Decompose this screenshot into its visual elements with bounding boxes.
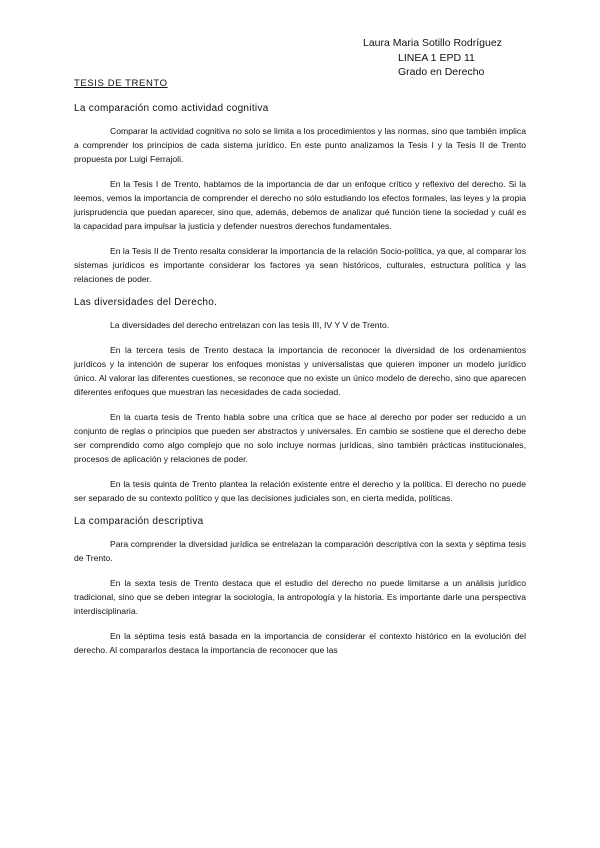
group-label: LINEA 1 EPD 11: [398, 51, 475, 64]
section-heading: La comparación como actividad cognitiva: [74, 103, 269, 114]
author-name: Laura Maria Sotillo Rodríguez: [363, 37, 502, 49]
degree-label: Grado en Derecho: [398, 66, 485, 78]
paragraph: En la séptima tesis está basada en la importancia de considerar el contexto histórico en la evolución del derecho. Al compararlos destaca la importancia de reconocer que las: [74, 631, 526, 655]
paragraph: Para comprender la diversidad jurídica se entrelazan la comparación descriptiva con la sexta y séptima tesis de Trento.: [74, 539, 526, 563]
section-heading: La comparación descriptiva: [74, 516, 204, 527]
document-title: TESIS DE TRENTO: [74, 78, 168, 89]
paragraph: En la tesis quinta de Trento plantea la relación existente entre el derecho y la política. El derecho no puede ser separado de su contexto político y que las decisiones judiciales son, en cierta medida, políticas.: [74, 479, 526, 503]
paragraph: La diversidades del derecho entrelazan con las tesis III, IV Y V de Trento.: [110, 320, 390, 330]
document-body: [74, 78, 526, 667]
paragraph: En la cuarta tesis de Trento habla sobre una crítica que se hace al derecho por poder ser reducido a un conjunto de reglas o principios que pueden ser abstractos y universales. En cambio se sostiene que el derecho debe ser comprendido como algo complejo que no solo incluye normas jurídicas, sino también prácticas institucionales, procesos de aplicación y relaciones de poder.: [74, 412, 526, 464]
paragraph: En la Tesis I de Trento, hablamos de la importancia de dar un enfoque crítico y reflexivo del derecho. Si la leemos, vemos la importancia de comprender el derecho no sólo estudiando los efectos formales, las leyes y la propia jurisprudencia que puedan aparecer, sino que, además, debemos de analizar qué función tiene la sociedad y cuál es la capacidad para impulsar la justicia y defender nuestros derechos fundamentales.: [74, 179, 526, 231]
paragraph: En la Tesis II de Trento resalta considerar la importancia de la relación Socio-política, ya que, al comparar los sistemas jurídicos es importante considerar los factores ya sean históricos, culturales, estructura política y las relaciones de poder.: [74, 246, 526, 284]
author-block: [363, 36, 502, 80]
paragraph: En la tercera tesis de Trento destaca la importancia de reconocer la diversidad de los ordenamientos jurídicos y la intención de superar los enfoques monistas y universalistas que quieren imponer un modelo jurídico único. Al valorar las diferentes cuestiones, se reconoce que no existe un único modelo de derecho, sino que aparecen diferentes enfoques que muestran las necesidades de cada sociedad.: [74, 345, 526, 397]
section-heading: Las diversidades del Derecho.: [74, 297, 218, 308]
paragraph: Comparar la actividad cognitiva no solo se limita a los procedimientos y las normas, sino que también implica a comprender los principios de cada sistema jurídico. En este punto analizamos la Tesis I y la Tesis II de Trento propuesta por Luigi Ferrajoli.: [74, 126, 526, 164]
paragraph: En la sexta tesis de Trento destaca que el estudio del derecho no puede limitarse a un análisis jurídico tradicional, sino que se deben integrar la sociología, la antropología y la historia. Es importante darle una perspectiva interdisciplinaria.: [74, 578, 526, 616]
